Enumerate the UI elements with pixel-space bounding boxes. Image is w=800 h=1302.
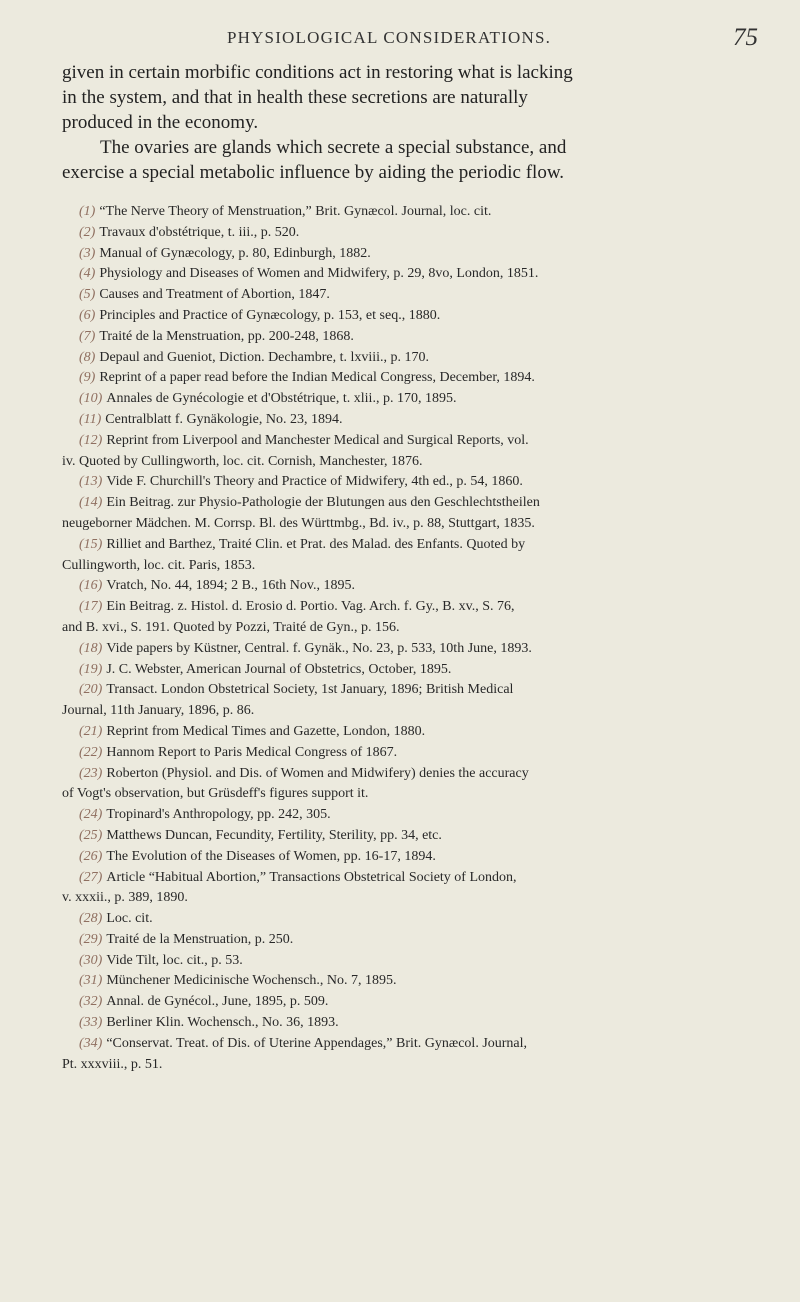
footnotes-list bbox=[62, 202, 758, 1075]
body-line: given in certain morbific conditions act in restoring what is lacking bbox=[62, 62, 573, 83]
footnote bbox=[79, 951, 758, 972]
footnote-number: (6) bbox=[79, 307, 96, 323]
footnote-text: Travaux d'obstétrique, t. iii., p. 520. bbox=[99, 224, 300, 240]
body-line: The ovaries are glands which secrete a special substance, and bbox=[100, 137, 567, 158]
body-line: exercise a special metabolic influence by aiding the periodic flow. bbox=[62, 162, 565, 183]
footnote-number: (19) bbox=[79, 661, 103, 677]
footnote bbox=[62, 535, 758, 577]
footnote-text: Traité de la Menstruation, p. 250. bbox=[106, 931, 294, 947]
footnote bbox=[62, 493, 758, 535]
footnote-continuation: iv. Quoted by Cullingworth, loc. cit. Cornish, Manchester, 1876. bbox=[62, 453, 423, 469]
footnote-number: (31) bbox=[79, 973, 103, 989]
footnote-number: (5) bbox=[79, 287, 96, 303]
footnote-text: Reprint of a paper read before the Indian Medical Congress, December, 1894. bbox=[99, 370, 535, 386]
footnote-text: Transact. London Obstetrical Society, 1st January, 1896; British Medical bbox=[106, 682, 514, 698]
footnote-number: (28) bbox=[79, 911, 103, 927]
footnote-text: Principles and Practice of Gynæcology, p. 153, et seq., 1880. bbox=[99, 307, 441, 323]
footnote bbox=[79, 306, 758, 327]
footnote bbox=[79, 847, 758, 868]
footnote-number: (30) bbox=[79, 952, 103, 968]
footnote-text: Rilliet and Barthez, Traité Clin. et Prat. des Malad. des Enfants. Quoted by bbox=[106, 536, 526, 552]
footnote-number: (27) bbox=[79, 869, 103, 885]
footnote-number: (8) bbox=[79, 349, 96, 365]
footnote-number: (10) bbox=[79, 391, 103, 407]
footnote-text: Reprint from Liverpool and Manchester Medical and Surgical Reports, vol. bbox=[106, 432, 529, 448]
footnote-number: (20) bbox=[79, 682, 103, 698]
footnote bbox=[79, 576, 758, 597]
footnote bbox=[79, 930, 758, 951]
footnote bbox=[79, 389, 758, 410]
footnote bbox=[79, 805, 758, 826]
footnote-number: (9) bbox=[79, 370, 96, 386]
footnote-text: Traité de la Menstruation, pp. 200-248, 1868. bbox=[99, 328, 354, 344]
footnote-text: Annal. de Gynécol., June, 1895, p. 509. bbox=[106, 994, 329, 1010]
footnote-number: (33) bbox=[79, 1015, 103, 1031]
footnote-continuation: and B. xvi., S. 191. Quoted by Pozzi, Traité de Gyn., p. 156. bbox=[62, 619, 400, 635]
footnote-number: (14) bbox=[79, 495, 103, 511]
running-head: PHYSIOLOGICAL CONSIDERATIONS. bbox=[226, 28, 552, 47]
footnote-number: (1) bbox=[79, 204, 96, 219]
footnote-text: Article “Habitual Abortion,” Transactions Obstetrical Society of London, bbox=[106, 869, 517, 885]
footnote-number: (22) bbox=[79, 744, 103, 760]
footnote-number: (7) bbox=[79, 328, 96, 344]
footnote bbox=[62, 431, 758, 473]
footnote bbox=[79, 992, 758, 1013]
footnote-text: Ein Beitrag. zur Physio-Pathologie der Blutungen aus den Geschlechtstheilen bbox=[106, 495, 540, 511]
footnote-number: (32) bbox=[79, 994, 103, 1010]
footnote-number: (29) bbox=[79, 931, 103, 947]
footnote-number: (13) bbox=[79, 474, 103, 490]
footnote-text: The Evolution of the Diseases of Women, pp. 16-17, 1894. bbox=[106, 848, 436, 864]
footnote-text: Hannom Report to Paris Medical Congress of 1867. bbox=[106, 744, 398, 760]
footnote-number: (25) bbox=[79, 827, 103, 843]
footnote bbox=[79, 639, 758, 660]
footnote bbox=[62, 868, 758, 910]
footnote bbox=[79, 327, 758, 348]
footnote-text: Physiology and Diseases of Women and Midwifery, p. 29, 8vo, London, 1851. bbox=[99, 266, 539, 282]
footnote bbox=[79, 971, 758, 992]
body-line: in the system, and that in health these secretions are naturally bbox=[62, 87, 528, 108]
footnote bbox=[62, 680, 758, 722]
footnote-number: (3) bbox=[79, 245, 96, 261]
footnote-text: “Conservat. Treat. of Dis. of Uterine Appendages,” Brit. Gynæcol. Journal, bbox=[106, 1035, 528, 1051]
page-number: 75 bbox=[733, 24, 758, 51]
footnote-continuation: neugeborner Mädchen. M. Corrsp. Bl. des Württmbg., Bd. iv., p. 88, Stuttgart, 1835. bbox=[62, 515, 535, 531]
footnote-text: “The Nerve Theory of Menstruation,” Brit. Gynæcol. Journal, loc. cit. bbox=[99, 204, 492, 219]
footnote-number: (34) bbox=[79, 1035, 103, 1051]
body-line: produced in the economy. bbox=[62, 112, 259, 133]
footnote-text: Manual of Gynæcology, p. 80, Edinburgh, 1882. bbox=[99, 245, 371, 261]
footnote-text: Tropinard's Anthropology, pp. 242, 305. bbox=[106, 807, 331, 823]
footnote bbox=[62, 1034, 758, 1076]
footnote-text: Vide papers by Küstner, Central. f. Gynäk., No. 23, p. 533, 10th June, 1893. bbox=[106, 640, 532, 656]
footnote-text: Vide F. Churchill's Theory and Practice of Midwifery, 4th ed., p. 54, 1860. bbox=[106, 474, 523, 490]
footnote-number: (24) bbox=[79, 807, 103, 823]
footnote-continuation: Cullingworth, loc. cit. Paris, 1853. bbox=[62, 557, 256, 573]
footnote-text: Ein Beitrag. z. Histol. d. Erosio d. Portio. Vag. Arch. f. Gy., B. xv., S. 76, bbox=[106, 599, 515, 615]
footnote-number: (12) bbox=[79, 432, 103, 448]
footnote-number: (17) bbox=[79, 599, 103, 615]
footnote bbox=[79, 264, 758, 285]
footnote-text: J. C. Webster, American Journal of Obstetrics, October, 1895. bbox=[106, 661, 452, 677]
footnote bbox=[79, 909, 758, 930]
footnote-text: Berliner Klin. Wochensch., No. 36, 1893. bbox=[106, 1015, 339, 1031]
footnote bbox=[79, 368, 758, 389]
footnote-text: Münchener Medicinische Wochensch., No. 7, 1895. bbox=[106, 973, 397, 989]
footnote-text: Roberton (Physiol. and Dis. of Women and Midwifery) denies the accuracy bbox=[106, 765, 529, 781]
footnote-text: Annales de Gynécologie et d'Obstétrique, t. xlii., p. 170, 1895. bbox=[106, 391, 457, 407]
footnote bbox=[79, 1013, 758, 1034]
footnote bbox=[79, 826, 758, 847]
footnote bbox=[79, 743, 758, 764]
footnote-text: Vratch, No. 44, 1894; 2 B., 16th Nov., 1895. bbox=[106, 578, 356, 594]
footnote bbox=[79, 202, 758, 223]
footnote-text: Loc. cit. bbox=[106, 911, 153, 927]
footnote-text: Matthews Duncan, Fecundity, Fertility, Sterility, pp. 34, etc. bbox=[106, 827, 442, 843]
footnote-number: (18) bbox=[79, 640, 103, 656]
footnote bbox=[62, 764, 758, 806]
footnote bbox=[79, 348, 758, 369]
footnote-continuation: Pt. xxxviii., p. 51. bbox=[62, 1056, 163, 1072]
footnote-text: Causes and Treatment of Abortion, 1847. bbox=[99, 287, 330, 303]
footnote-number: (15) bbox=[79, 536, 103, 552]
body-paragraphs bbox=[62, 60, 758, 185]
footnote bbox=[79, 722, 758, 743]
footnote-number: (16) bbox=[79, 578, 103, 594]
footnote bbox=[79, 660, 758, 681]
footnote-number: (23) bbox=[79, 765, 103, 781]
footnote-number: (21) bbox=[79, 723, 103, 739]
footnote-text: Centralblatt f. Gynäkologie, No. 23, 1894. bbox=[105, 411, 343, 427]
footnote-continuation: Journal, 11th January, 1896, p. 86. bbox=[62, 703, 255, 719]
footnote bbox=[79, 472, 758, 493]
footnote-number: (11) bbox=[79, 411, 102, 427]
footnote-number: (4) bbox=[79, 266, 96, 282]
footnote bbox=[79, 285, 758, 306]
footnote-continuation: v. xxxii., p. 389, 1890. bbox=[62, 890, 188, 906]
footnote-number: (2) bbox=[79, 224, 96, 240]
footnote-text: Depaul and Gueniot, Diction. Dechambre, t. lxviii., p. 170. bbox=[99, 349, 430, 365]
footnote-number: (26) bbox=[79, 848, 103, 864]
footnote-text: Reprint from Medical Times and Gazette, London, 1880. bbox=[106, 723, 426, 739]
footnote bbox=[79, 223, 758, 244]
footnote-text: Vide Tilt, loc. cit., p. 53. bbox=[106, 952, 243, 968]
footnote bbox=[62, 597, 758, 639]
footnote bbox=[79, 244, 758, 265]
footnote bbox=[79, 410, 758, 431]
footnote-continuation: of Vogt's observation, but Grüsdeff's figures support it. bbox=[62, 786, 369, 802]
page-header bbox=[62, 24, 758, 58]
